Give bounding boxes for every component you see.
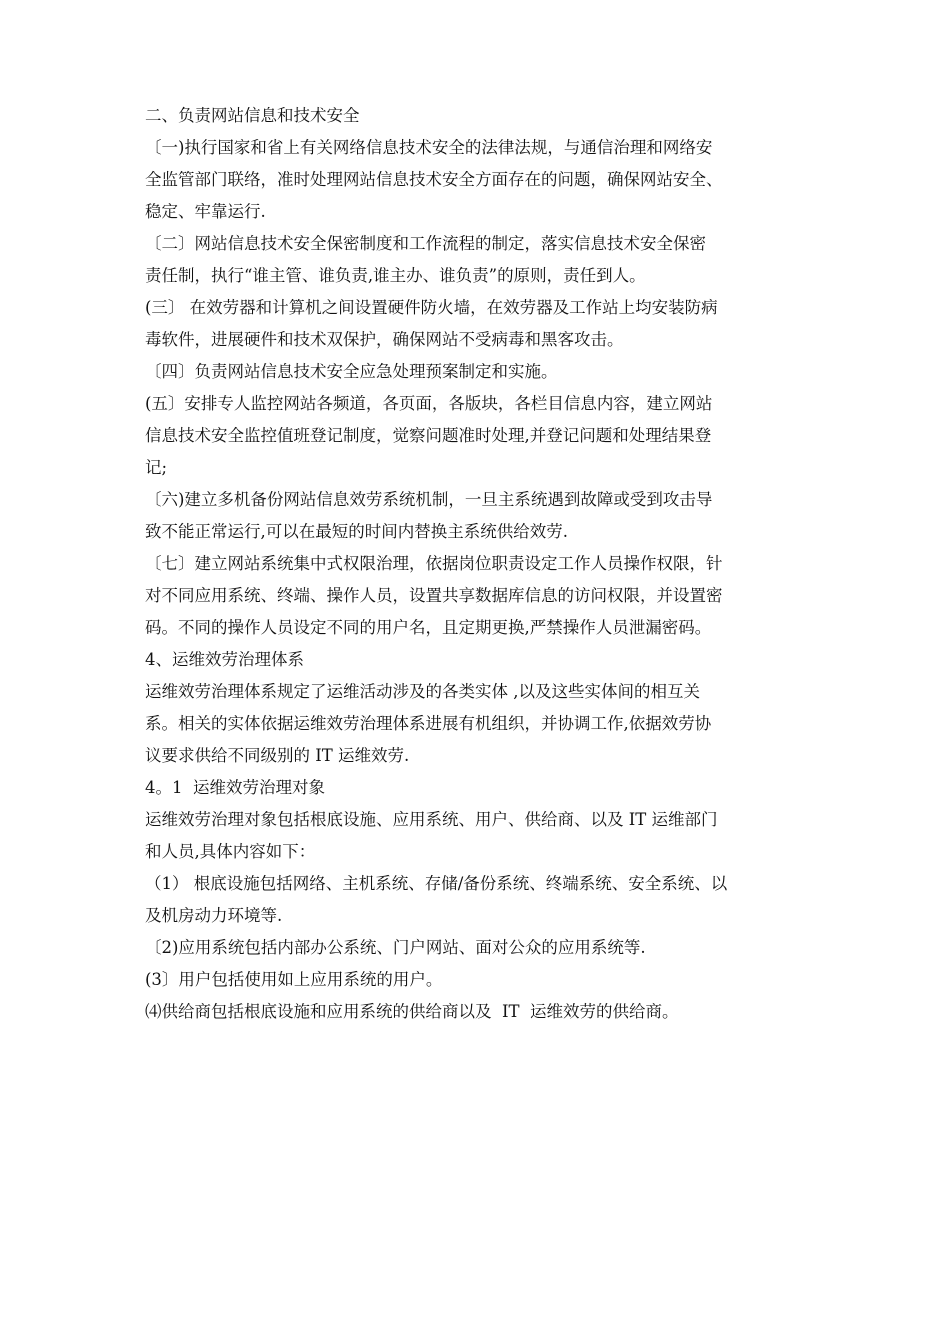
text-line: 毒软件，进展硬件和技术双保护，确保网站不受病毒和黑客攻击。 [145,330,624,349]
paragraph-item-1 [145,132,815,228]
text-line: 〔二〕网站信息技术安全保密制度和工作流程的制定，落实信息技术安全保密 [145,234,706,253]
paragraph-item-2 [145,228,815,292]
paragraph-object-4 [145,996,815,1028]
text-line: 〔七〕建立网站系统集中式权限治理，依据岗位职责设定工作人员操作权限，针 [145,554,723,573]
text-line: 运维效劳治理对象包括根底设施、应用系统、用户、供给商、以及 IT 运维部门 [145,810,718,829]
paragraph-item-3 [145,292,815,356]
paragraph-item-4 [145,356,815,388]
paragraph-object-1 [145,868,815,932]
section-4-1-heading [145,772,815,804]
text-line: (五〕安排专人监控网站各频道，各页面，各版块，各栏目信息内容，建立网站 [145,394,713,413]
paragraph-object-2 [145,932,815,964]
text-line: 责任制，执行“谁主管、谁负责,谁主办、谁负责”的原则，责任到人。 [145,266,646,285]
text-line: 〔2)应用系统包括内部办公系统、门户网站、面对公众的应用系统等. [145,938,646,957]
paragraph-item-7 [145,548,815,644]
section-2-heading [145,100,815,132]
text-line: 对不同应用系统、终端、操作人员，设置共享数据库信息的访问权限，并设置密 [145,586,723,605]
paragraph-item-6 [145,484,815,548]
text-line: (3〕用户包括使用如上应用系统的用户。 [145,970,443,989]
text-line: 系。相关的实体依据运维效劳治理体系进展有机组织，并协调工作,依据效劳协 [145,714,712,733]
text-line: 全监管部门联络，准时处理网站信息技术安全方面存在的问题，确保网站安全、 [145,170,723,189]
text-line: （1） 根底设施包括网络、主机系统、存储/备份系统、终端系统、安全系统、以 [145,874,728,893]
text-line: 议要求供给不同级别的 IT 运维效劳. [145,746,410,765]
text-line: 及机房动力环境等. [145,906,283,925]
document-page [145,100,815,1028]
text-line: 信息技术安全监控值班登记制度，觉察问题准时处理,并登记问题和处理结果登 [145,426,712,445]
section-4-heading [145,644,815,676]
text-line: 运维效劳治理体系规定了运维活动涉及的各类实体 ,以及这些实体间的相互关 [145,682,700,701]
text-line: 〔六)建立多机备份网站信息效劳系统机制，一旦主系统遇到故障或受到攻击导 [145,490,713,509]
text-line: 〔四〕负责网站信息技术安全应急处理预案制定和实施。 [145,362,558,381]
paragraph-object-3 [145,964,815,996]
text-line: 致不能正常运行,可以在最短的时间内替换主系统供给效劳. [145,522,568,541]
text-line: 二、负责网站信息和技术安全 [145,106,360,125]
section-4-body [145,676,815,772]
text-line: 码。不同的操作人员设定不同的用户名，且定期更换,严禁操作人员泄漏密码。 [145,618,712,637]
paragraph-item-5 [145,388,815,484]
section-4-1-body [145,804,815,868]
text-line: 和人员,具体内容如下： [145,842,316,861]
text-line: 4。1 运维效劳治理对象 [145,778,325,797]
text-line: 稳定、牢靠运行. [145,202,266,221]
text-line: (三〕 在效劳器和计算机之间设置硬件防火墙，在效劳器及工作站上均安装防病 [145,298,718,317]
text-line: ⑷供给商包括根底设施和应用系统的供给商以及 IT 运维效劳的供给商。 [145,1002,679,1021]
text-line: 〔一)执行国家和省上有关网络信息技术安全的法律法规，与通信治理和网络安 [145,138,713,157]
text-line: 记; [145,458,168,477]
text-line: 4、运维效劳治理体系 [145,650,304,669]
